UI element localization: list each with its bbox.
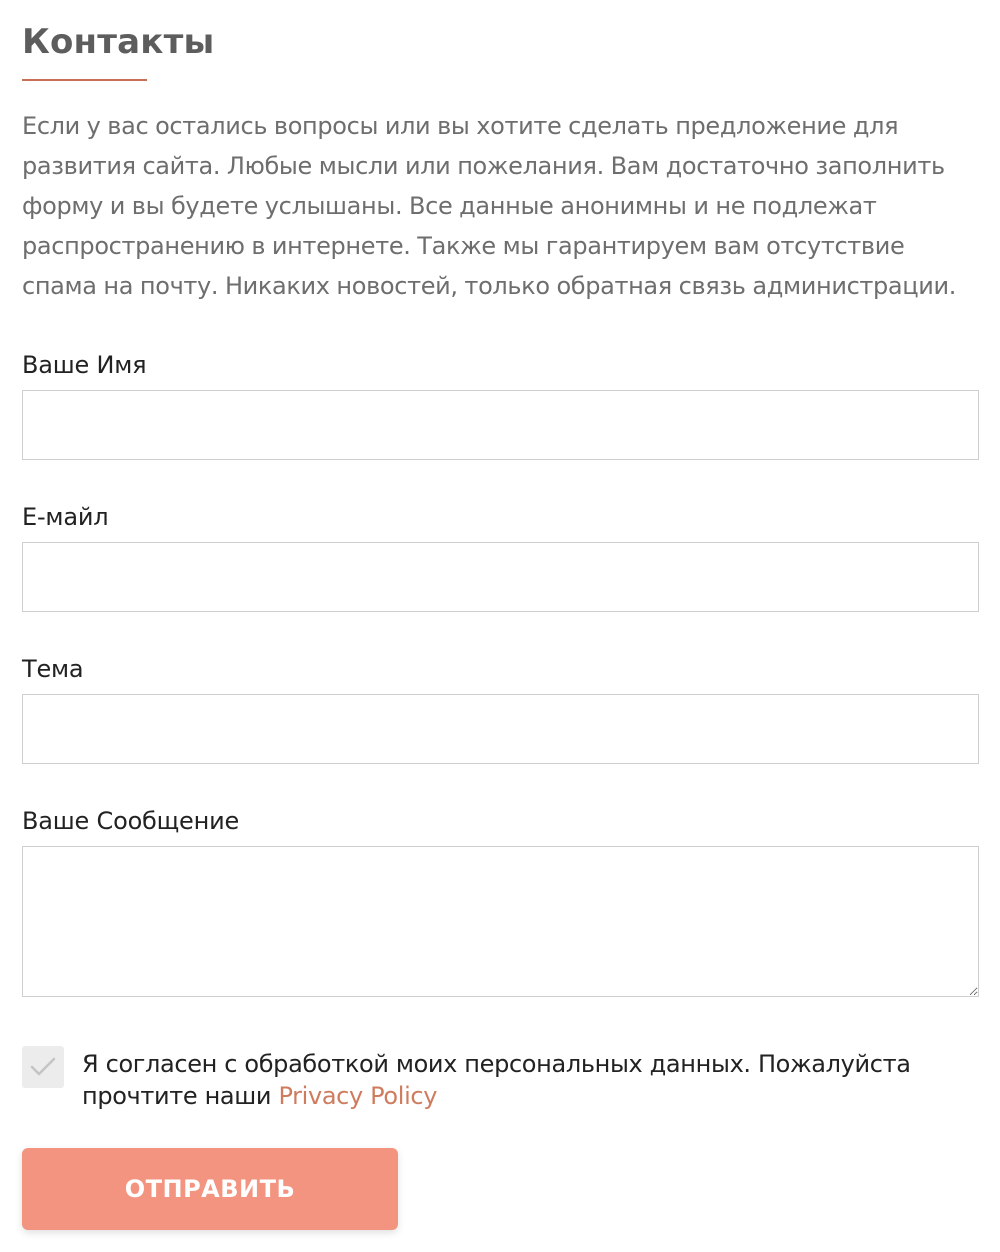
name-field-group bbox=[22, 350, 979, 460]
message-field-group bbox=[22, 806, 979, 997]
name-label: Ваше Имя bbox=[22, 351, 147, 379]
email-field-group bbox=[22, 502, 979, 612]
consent-checkbox[interactable] bbox=[22, 1046, 64, 1088]
contacts-page bbox=[22, 0, 979, 1203]
message-label: Ваше Сообщение bbox=[22, 807, 240, 835]
title-underline bbox=[22, 79, 147, 81]
subject-input[interactable] bbox=[22, 694, 979, 764]
consent-text bbox=[82, 1048, 962, 1112]
consent-label: Я согласен с обработкой моих персональных данных. Пожалуйста прочтите наши bbox=[82, 1050, 911, 1110]
subject-label: Тема bbox=[22, 655, 84, 683]
subject-field-group bbox=[22, 654, 979, 764]
intro-text: Если у вас остались вопросы или вы хотите сделать предложение для развития сайта. Любые мысли или пожелания. Вам достаточно заполнить форму и вы будете услышаны. Все данные анонимны и не подлежат распространению в интернете. Также мы гарантируем вам отсутствие спама на почту. Никаких новостей, только обратная связь администрации. bbox=[22, 112, 957, 300]
privacy-policy-link[interactable]: Privacy Policy bbox=[278, 1082, 438, 1110]
email-input[interactable] bbox=[22, 542, 979, 612]
page-title: Контакты bbox=[22, 22, 215, 62]
email-label: Е-майл bbox=[22, 503, 109, 531]
checkmark-icon bbox=[29, 1055, 57, 1079]
submit-button[interactable]: ОТПРАВИТЬ bbox=[22, 1148, 398, 1230]
name-input[interactable] bbox=[22, 390, 979, 460]
message-textarea[interactable] bbox=[22, 846, 979, 997]
